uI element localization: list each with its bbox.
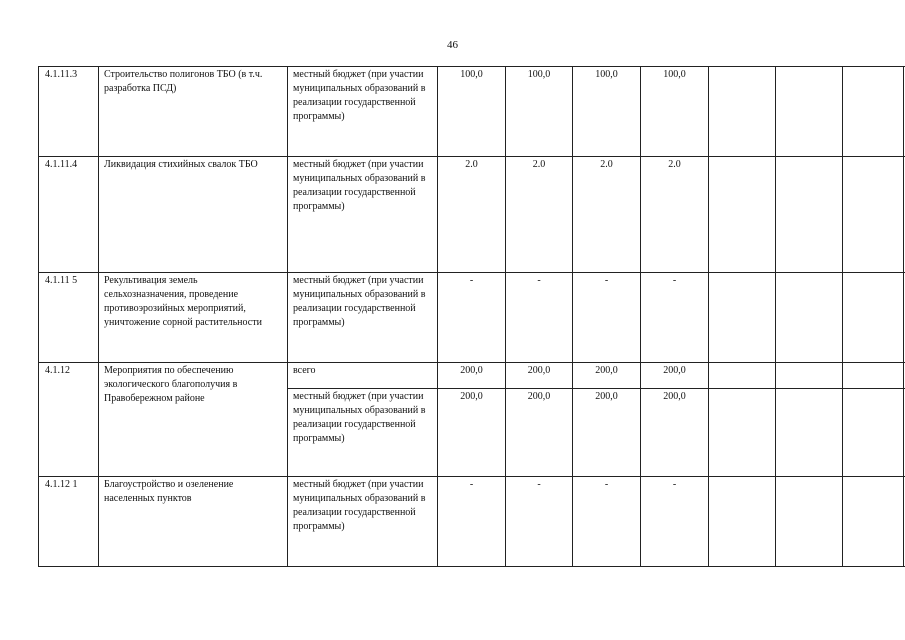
- value-cell: 200,0: [641, 363, 709, 389]
- empty-cell: [709, 477, 776, 567]
- funding-source: местный бюджет (при участии муниципальных образований в реализации государственной программы): [288, 67, 438, 157]
- value-cell: 100,0: [641, 67, 709, 157]
- empty-cell: [776, 389, 843, 477]
- value-cell: -: [438, 273, 506, 363]
- measure-name: Ликвидация стихийных свалок ТБО: [99, 157, 288, 273]
- measure-name: Строительство полигонов ТБО (в т.ч. разработка ПСД): [99, 67, 288, 157]
- empty-cell: [776, 273, 843, 363]
- empty-cell: [843, 273, 904, 363]
- value-cell: 100,0: [573, 67, 641, 157]
- budget-table: [38, 66, 905, 567]
- empty-cell: [843, 67, 904, 157]
- value-cell: 200,0: [573, 389, 641, 477]
- value-cell: -: [438, 477, 506, 567]
- empty-cell: [709, 157, 776, 273]
- measure-code: 4.1.11.4: [39, 157, 99, 273]
- value-cell: 100,0: [506, 67, 573, 157]
- value-cell: 200,0: [506, 363, 573, 389]
- value-cell: 200,0: [438, 389, 506, 477]
- empty-cell: [843, 389, 904, 477]
- value-cell: 2.0: [506, 157, 573, 273]
- table-row: [39, 157, 905, 273]
- funding-source: местный бюджет (при участии муниципальных образований в реализации государственной программы): [288, 389, 438, 477]
- measure-name: Благоустройство и озеленение населенных пунктов: [99, 477, 288, 567]
- empty-cell: [776, 363, 843, 389]
- empty-cell: [709, 363, 776, 389]
- value-cell: 200,0: [641, 389, 709, 477]
- funding-source: местный бюджет (при участии муниципальных образований в реализации государственной программы): [288, 273, 438, 363]
- value-cell: 2.0: [641, 157, 709, 273]
- measure-name: Мероприятия по обеспечению экологического благополучия в Правобережном районе: [99, 363, 288, 477]
- value-cell: 200,0: [506, 389, 573, 477]
- value-cell: 2.0: [573, 157, 641, 273]
- table-row: [39, 67, 905, 157]
- table-row: [39, 477, 905, 567]
- empty-cell: [843, 363, 904, 389]
- funding-source: местный бюджет (при участии муниципальных образований в реализации государственной программы): [288, 157, 438, 273]
- measure-code: 4.1.12 1: [39, 477, 99, 567]
- empty-cell: [776, 157, 843, 273]
- measure-code: 4.1.12: [39, 363, 99, 477]
- measure-code: 4.1.11 5: [39, 273, 99, 363]
- table-row: [39, 273, 905, 363]
- empty-cell: [709, 389, 776, 477]
- value-cell: -: [641, 477, 709, 567]
- value-cell: 200,0: [438, 363, 506, 389]
- value-cell: -: [506, 273, 573, 363]
- value-cell: 200,0: [573, 363, 641, 389]
- value-cell: -: [573, 477, 641, 567]
- measure-name: Рекультивация земель сельхозназначения, проведение противоэрозийных мероприятий, уничтожение сорной растительности: [99, 273, 288, 363]
- value-cell: -: [573, 273, 641, 363]
- value-cell: -: [641, 273, 709, 363]
- value-cell: -: [506, 477, 573, 567]
- empty-cell: [843, 157, 904, 273]
- empty-cell: [843, 477, 904, 567]
- table-row: [39, 363, 905, 389]
- measure-code: 4.1.11.3: [39, 67, 99, 157]
- value-cell: 100,0: [438, 67, 506, 157]
- empty-cell: [776, 477, 843, 567]
- funding-source: местный бюджет (при участии муниципальных образований в реализации государственной программы): [288, 477, 438, 567]
- empty-cell: [776, 67, 843, 157]
- value-cell: 2.0: [438, 157, 506, 273]
- empty-cell: [709, 67, 776, 157]
- funding-source: всего: [288, 363, 438, 389]
- page-number: 46: [447, 39, 458, 51]
- empty-cell: [709, 273, 776, 363]
